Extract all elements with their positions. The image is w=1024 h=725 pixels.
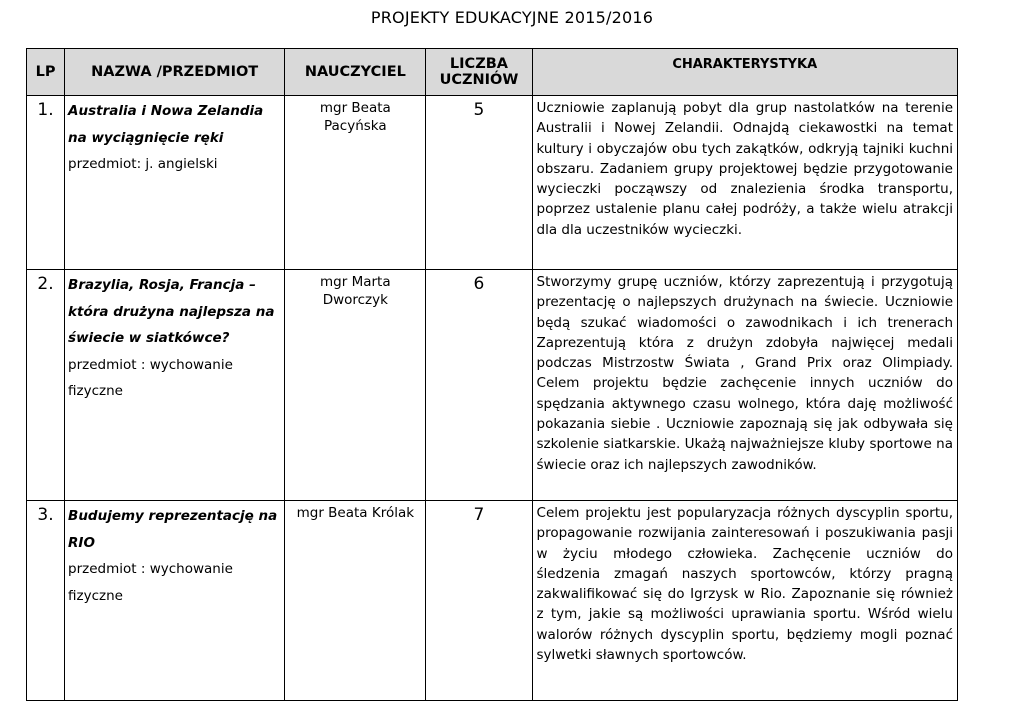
header-name: NAZWA /PRZEDMIOT — [65, 49, 285, 96]
student-count: 7 — [426, 501, 532, 701]
project-description: Celem projektu jest popularyzacja różnych dyscyplin sportu, propagowanie rozwijania zainteresowań i poszukiwania pasji w życiu młodego człowieka. Zachęcenie uczniów do śledzenia zmagań naszych sportowców, którzy pragną zakwalifikować się do Igrzysk w Rio. Zapoznanie się również z tym, jakie są możliwości uprawiania sportu. Wśród wielu walorów różnych dyscyplin sportu, będziemy mogli poznać sylwetki sławnych sportowców. — [532, 501, 957, 701]
student-count: 6 — [426, 270, 532, 501]
header-lp: LP — [27, 49, 65, 96]
header-teacher: NAUCZYCIEL — [285, 49, 426, 96]
header-row — [27, 49, 958, 96]
project-cell — [65, 96, 285, 270]
project-subject: przedmiot : wychowanie fizyczne — [68, 356, 233, 399]
row-number: 1. — [27, 96, 65, 270]
project-cell — [65, 501, 285, 701]
header-count-line2: UCZNIÓW — [439, 72, 519, 88]
teacher-text: mgr Marta Dworczyk — [320, 274, 391, 308]
teacher-text: mgr Beata Pacyńska — [319, 100, 391, 134]
project-name: Brazylia, Rosja, Francja – która drużyna najlepsza na świecie w siatkówce? — [68, 277, 275, 346]
project-name: Australia i Nowa Zelandia na wyciągnięcie ręki — [68, 103, 264, 146]
project-name: Budujemy reprezentację na RIO — [68, 508, 278, 551]
page-title: PROJEKTY EDUKACYJNE 2015/2016 — [370, 8, 654, 27]
teacher-name — [285, 270, 426, 501]
projects-table — [26, 48, 958, 701]
row-number: 2. — [27, 270, 65, 501]
row-number: 3. — [27, 501, 65, 701]
project-subject: przedmiot : wychowanie fizyczne — [68, 561, 233, 604]
header-count — [426, 49, 532, 96]
student-count: 5 — [426, 96, 532, 270]
header-description: CHARAKTERYSTYKA — [532, 49, 957, 96]
table-row — [27, 96, 958, 270]
table-row — [27, 270, 958, 501]
project-subject: przedmiot: j. angielski — [68, 156, 218, 172]
header-count-line1: LICZBA — [449, 56, 508, 72]
project-description: Stworzymy grupę uczniów, którzy zaprezentują i przygotują prezentację o najlepszych drużynach na świecie. Uczniowie będą szukać wiadomości o zawodnikach i ich trenerach Zaprezentują która z drużyn zdobyła najwięcej medali podczas Mistrzostw Świata , Grand Prix oraz Olimpiady. Celem projektu będzie zachęcenie innych uczniów do spędzania aktywnego czasu wolnego, która daję możliwość pokazania siebie . Uczniowie zapoznają się jak odbywała się szkolenie siatkarskie. Ukażą najważniejsze kluby sportowe na świecie oraz ich najlepszych zawodników. — [532, 270, 957, 501]
table-row — [27, 501, 958, 701]
teacher-name — [285, 96, 426, 270]
teacher-name: mgr Beata Królak — [285, 501, 426, 701]
project-description: Uczniowie zaplanują pobyt dla grup nastolatków na terenie Australii i Nowej Zelandii. Odnajdą ciekawostki na temat kultury i obyczajów obu tych zakątków, odkryją tajniki kuchni obszaru. Zadaniem grupy projektowej będzie przygotowanie wycieczki począwszy od znalezienia środka transportu, poprzez ustalenie planu całej podróży, a także wielu atrakcji dla dla uczestników wycieczki. — [532, 96, 957, 270]
project-cell — [65, 270, 285, 501]
